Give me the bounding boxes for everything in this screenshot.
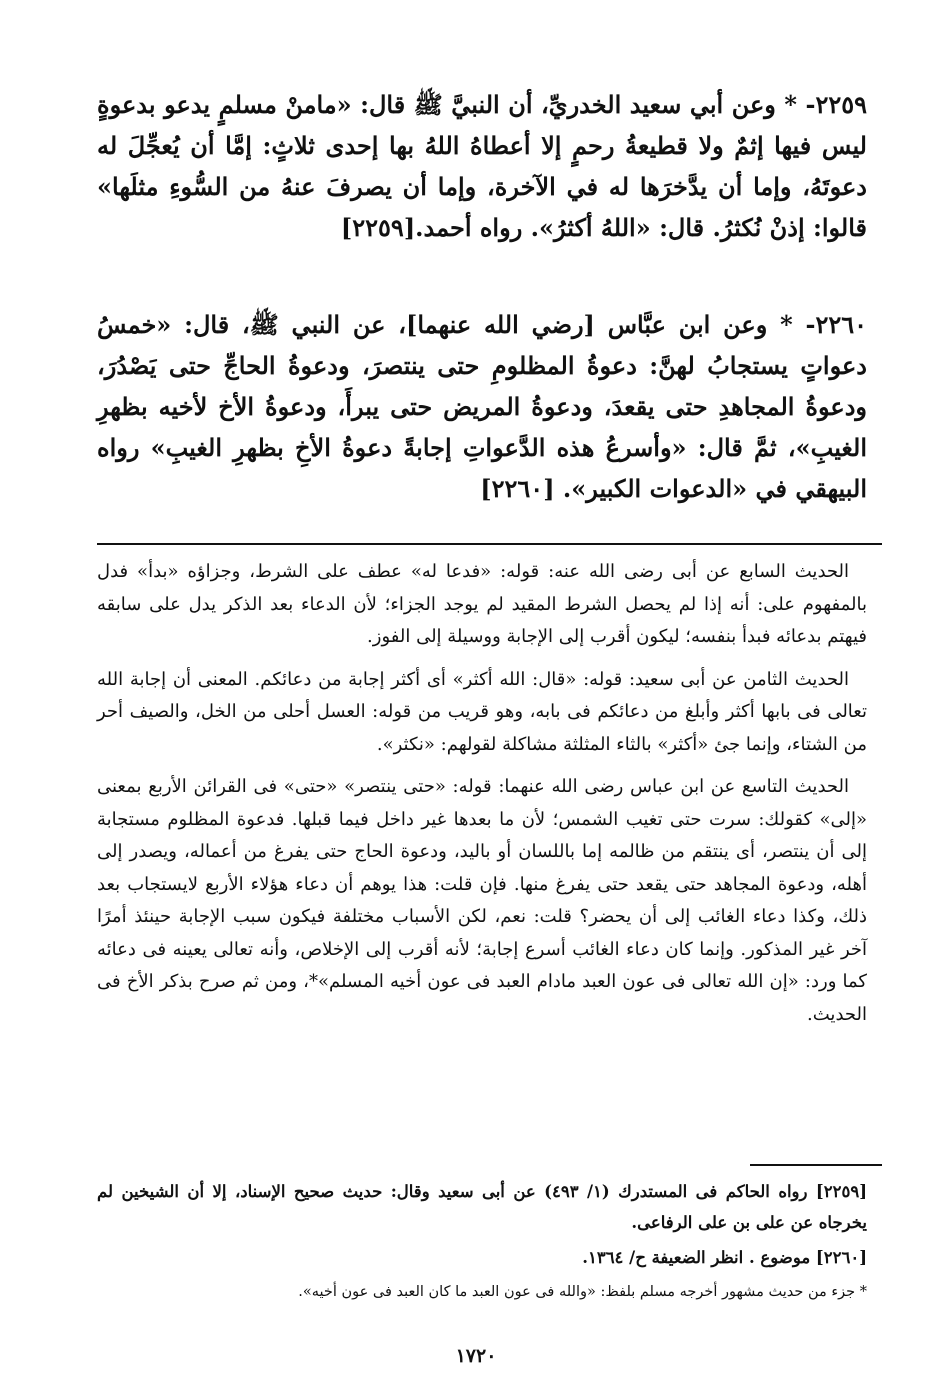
hadith-2260 [97, 304, 867, 509]
footnote-2259: [٢٢٥٩] رواه الحاكم فى المستدرك (١/ ٤٩٣) عن أبى سعيد وقال: حديث صحيح الإسناد، إلا أن الشيخين لم يخرجاه عن على بن على الرفاعى. [97, 1182, 867, 1232]
footnotes [97, 1176, 867, 1312]
page-number: ١٧٢٠ [455, 1345, 497, 1367]
footnote-separator [750, 1164, 882, 1166]
main-separator [97, 543, 882, 545]
hadith-2259 [97, 84, 867, 248]
footnote-2260: [٢٢٦٠] موضوع . انظر الضعيفة ح/ ١٣٦٤. [582, 1248, 867, 1267]
commentary [97, 556, 867, 1041]
commentary-paragraph-7: الحديث السابع عن أبى رضى الله عنه: قوله: «فدعا له» عطف على الشرط، وجزاؤه «بدأ» فدل بالمفهوم على: أنه إذا لم يحصل الشرط المقيد لم يوجد الجزاء؛ لأن الدعاء بعد الذكر يدل على سابقه فيهتم بدعائه فبدأ بنفسه؛ ليكون أقرب إلى الإجابة ووسيلة إلى الفوز. [97, 561, 867, 647]
hadith-2260-text: ٢٢٦٠- * وعن ابن عبَّاس [رضي الله عنهما]، عن النبي ﷺ، قال: «خمسُ دعواتٍ يستجابُ لهنَّ: دعوةُ المظلومِ حتى ينتصرَ، ودعوةُ الحاجِّ حتى يَصْدُرَ، ودعوةُ المجاهدِ حتى يقعدَ، ودعوةُ المريض حتى يبرأَ، ودعوةُ الأخ لأخيه بظهرِ الغيبِ»، ثمَّ قال: «وأسرعُ هذه الدَّعواتِ إجابةً دعوةُ الأخِ بظهرِ الغيبِ» رواه البيهقي في «الدعوات الكبير». [٢٢٦٠] [97, 310, 867, 503]
commentary-paragraph-8: الحديث الثامن عن أبى سعيد: قوله: «قال: الله أكثر» أى أكثر إجابة من دعائكم. المعنى أن إجابة الله تعالى فى بابها أكثر وأبلغ من دعائكم فى بابه، وهو قريب من قوله: العسل أحلى من الخل، والصيف أحر من الشتاء، وإنما جئ «أكثر» بالثاء المثلثة مشاكلة لقولهم: «نكثر». [97, 668, 867, 755]
hadith-2259-text: ٢٢٥٩- * وعن أبي سعيد الخدريِّ، أن النبيَّ ﷺ قال: «مامنْ مسلمٍ يدعو بدعوةٍ ليس فيها إثمٌ ولا قطيعةُ رحمٍ إلا أعطاهُ اللهُ بها إحدى ثلاثٍ: إمَّا أن يُعجِّلَ له دعوتَهُ، وإما أن يدَّخرَها له في الآخرة، وإما أن يصرفَ عنهُ من السُّوءِ مثلَها» قالوا: إذنْ نُكثرُ. قال: «اللهُ أكثرُ». رواه أحمد.[٢٢٥٩] [97, 90, 867, 242]
commentary-paragraph-9: الحديث التاسع عن ابن عباس رضى الله عنهما: قوله: «حتى ينتصر» «حتى» فى القرائن الأربع بمعنى «إلى» كقولك: سرت حتى تغيب الشمس؛ لأن ما بعدها غير داخل فيما قبلها. فدعوة المظلوم مستجابة إلى أن ينتصر، أى ينتقم من ظالمه إما باللسان أو باليد، ودعوة الحاج حتى يفرغ من أعماله، ويصدر إلى أهله، ودعوة المجاهد حتى يقعد حتى يفرغ منها. فإن قلت: هذا يوهم أن دعاء هؤلاء الأربع لايستجاب بعد ذلك، وكذا دعاء الغائب إلى أن يحضر؟ قلت: نعم، لكن الأسباب مختلفة فيكون سبب الإجابة حينئذ أمرًا آخر غير المذكور. وإنما كان دعاء الغائب أسرع إجابة؛ لأنه أقرب إلى الإخلاص، وأنه تعالى يعينه فى دعائه كما ورد: «إن الله تعالى فى عون العبد مادام العبد فى عون أخيه المسلم»*، ومن ثم صرح بذكر الأخ فى الحديث. [97, 776, 868, 1025]
footnote-asterisk: * جزء من حديث مشهور أخرجه مسلم بلفظ: «والله فى عون العبد ما كان العبد فى عون أخيه». [298, 1284, 867, 1300]
